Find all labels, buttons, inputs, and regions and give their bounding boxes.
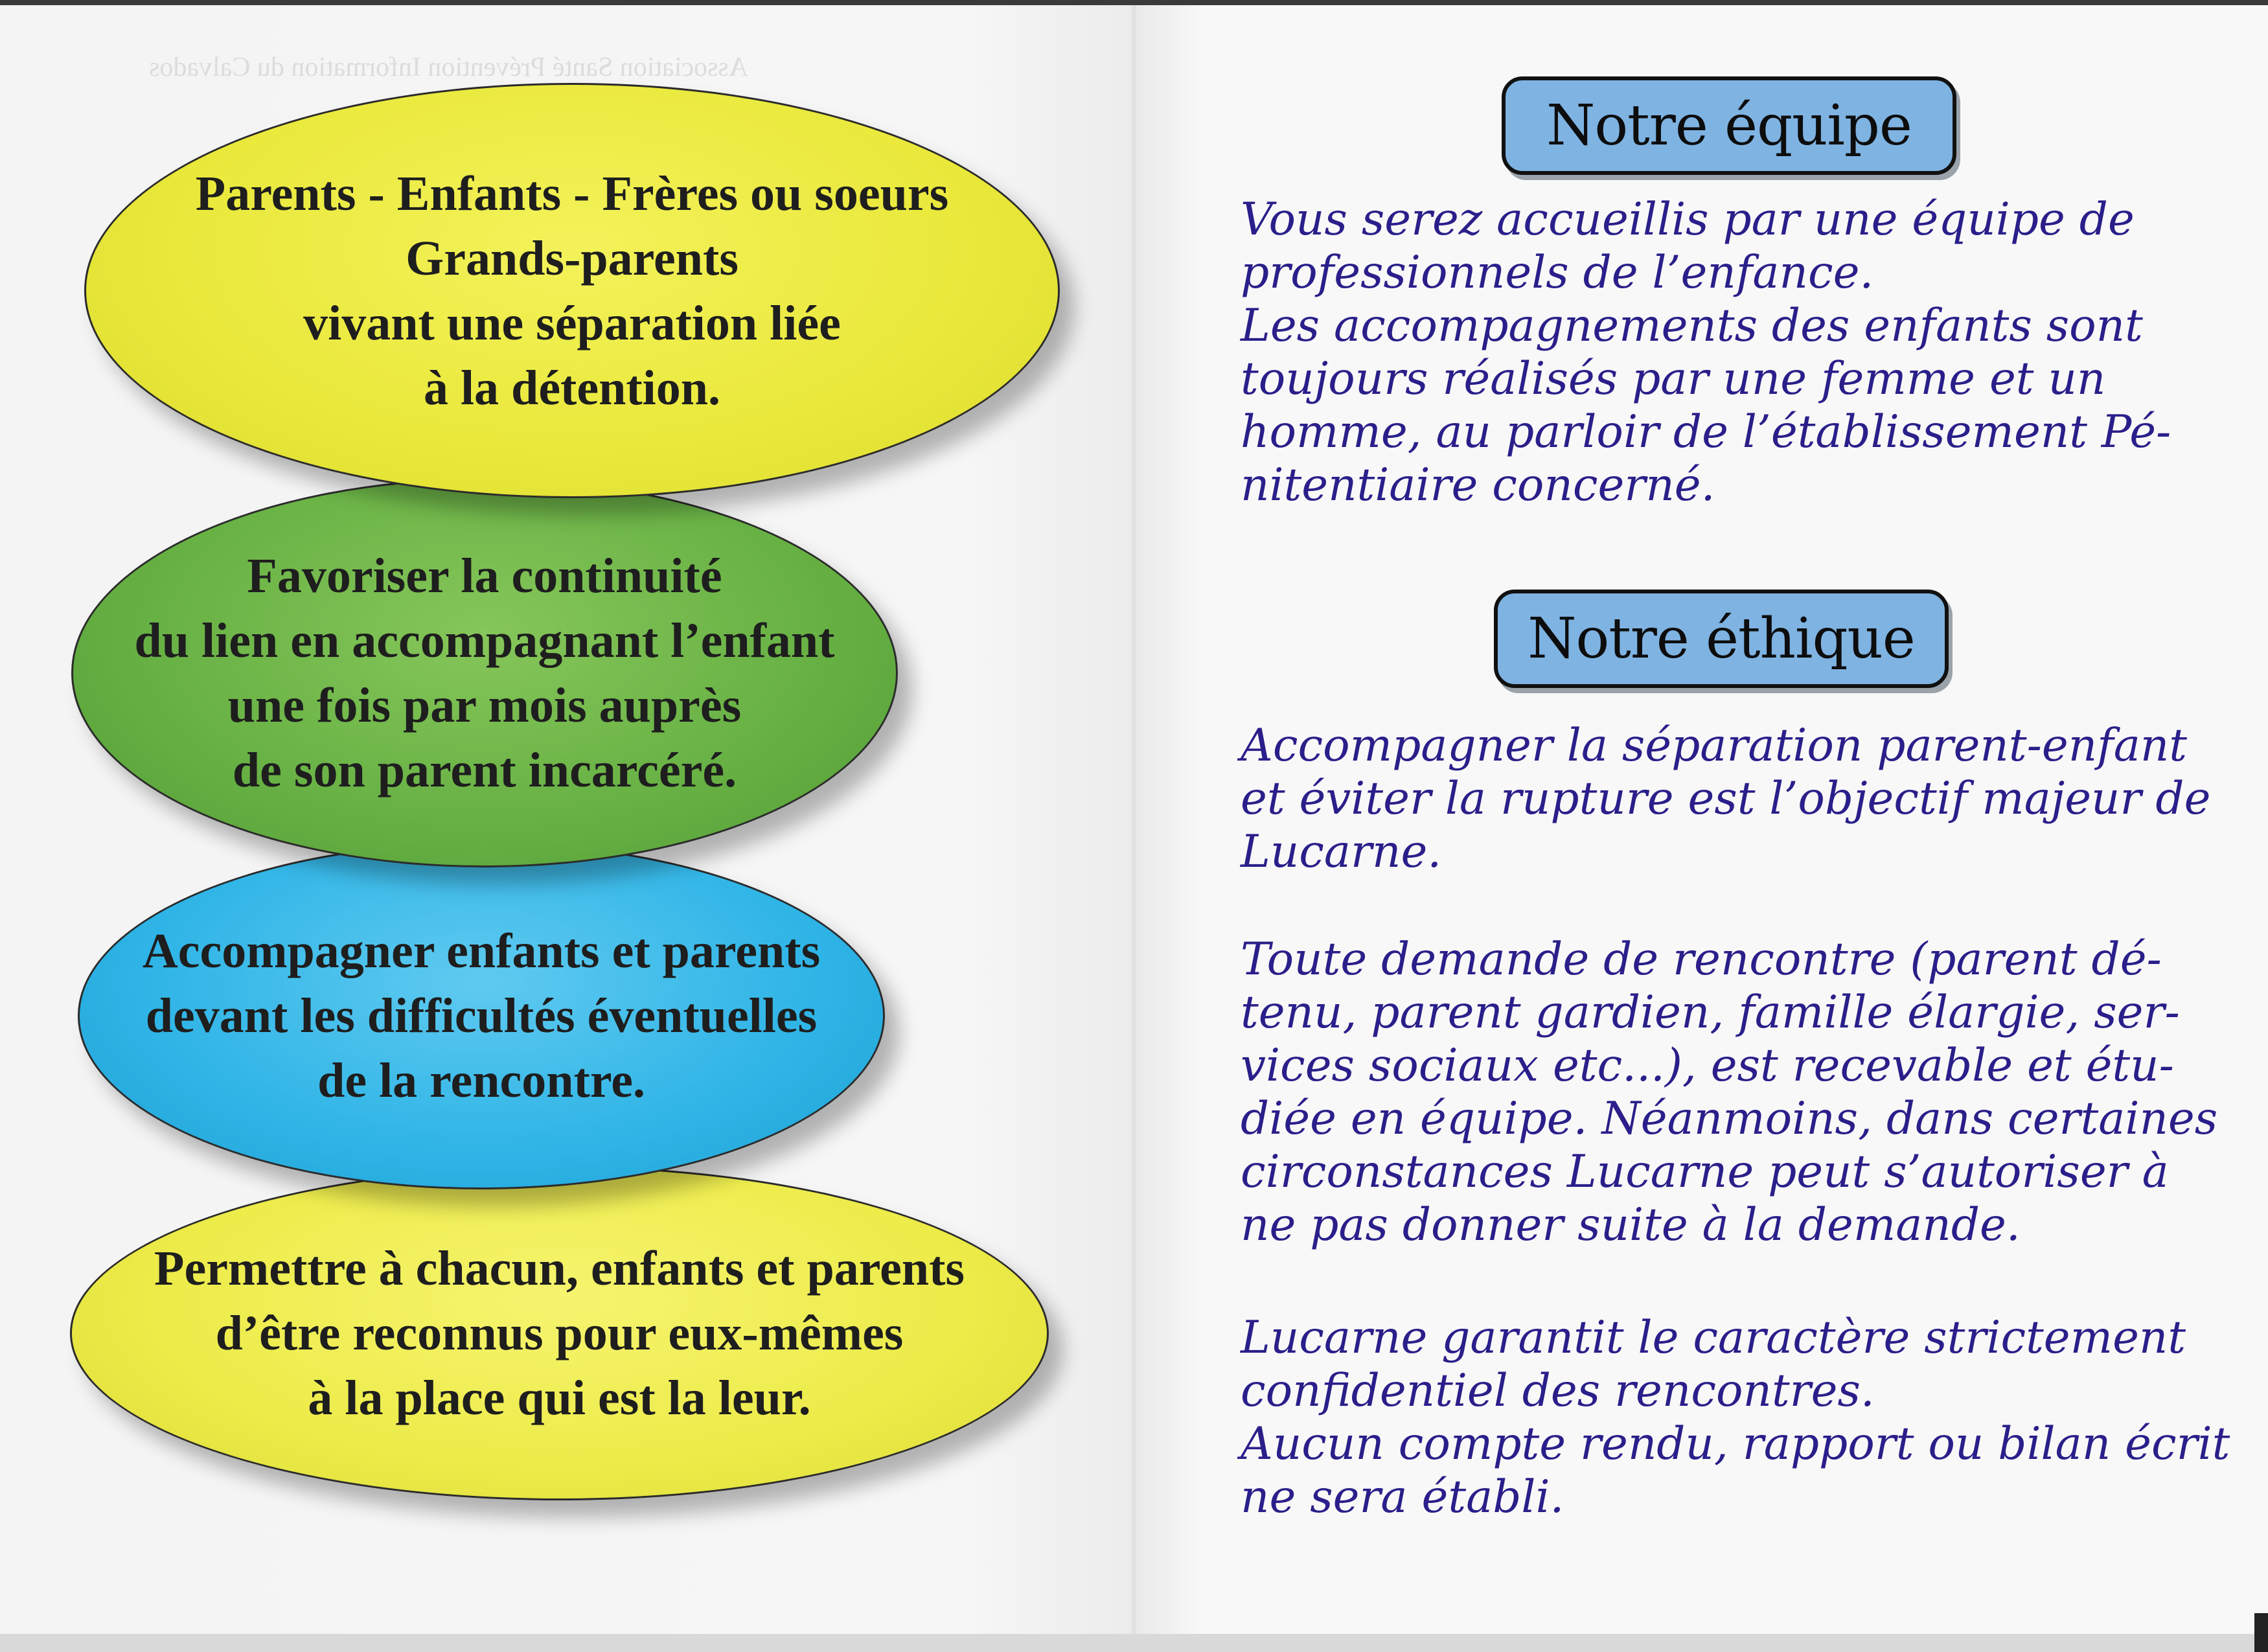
scan-corner-mark [2254,1613,2268,1652]
heading-notre-ethique: Notre éthique [1494,590,1949,688]
text-line: confidentiel des rencontres. [1241,1365,1875,1417]
text-line: Vous serez accueillis par une équipe de [1241,194,2135,246]
text-line: Accompagner la séparation parent-enfant [1241,720,2187,772]
ethique-paragraph-1 [1241,719,2211,878]
text-line: Aucun compte rendu, rapport ou bilan écrit [1241,1418,2230,1470]
ellipse-line: Grands-parents [406,231,739,286]
text-line: homme, au parloir de l’établissement Pé- [1241,406,2171,458]
ethique-paragraph-2 [1241,933,2218,1252]
text-line: nitentiaire concerné. [1241,459,1715,511]
text-line: vices sociaux etc...), est recevable et étu- [1241,1040,2174,1092]
ellipse-line: Permettre à chacun, enfants et parents [154,1241,965,1296]
text-line: Lucarne. [1241,826,1442,878]
page-fold [1130,5,1137,1652]
ellipse-line: vivant une séparation liée [303,295,841,350]
scan-top-edge [0,0,2268,5]
ellipse-line: de son parent incarcéré. [232,742,737,797]
text-line: diée en équipe. Néanmoins, dans certaines [1241,1093,2218,1145]
ellipse-line: Favoriser la continuité [247,548,722,603]
text-line: ne sera établi. [1241,1471,1564,1523]
ellipse-line: Parents - Enfants - Frères ou soeurs [195,166,949,221]
ellipse-line: de la rencontre. [317,1053,645,1108]
ellipse-line: Accompagner enfants et parents [142,924,821,978]
ellipse-line: d’être reconnus pour eux-mêmes [215,1306,904,1360]
text-line: tenu, parent gardien, famille élargie, ser- [1241,987,2180,1038]
scan-bottom-edge [0,1634,2268,1652]
ellipse-line: du lien en accompagnant l’enfant [134,613,835,668]
bleed-through-header: Association Santé Prévention Information du Calvados [149,52,749,82]
equipe-paragraph [1241,193,2206,512]
ellipse-line: devant les difficultés éventuelles [145,989,818,1043]
ellipse-continuity [71,478,898,867]
text-line: circonstances Lucarne peut s’autoriser à [1241,1146,2169,1198]
ellipse-recognition [70,1166,1049,1500]
ellipse-line: à la place qui est la leur. [308,1371,811,1425]
text-line: toujours réalisés par une femme et un [1241,353,2106,405]
text-line: Toute demande de rencontre (parent dé- [1241,934,2162,985]
heading-notre-equipe: Notre équipe [1502,76,1956,175]
text-line: Lucarne garantit le caractère strictement [1241,1312,2186,1364]
text-line: Les accompagnements des enfants sont [1241,300,2143,352]
ellipse-line: une fois par mois auprès [227,678,742,733]
text-line: professionnels de l’enfance. [1241,247,1874,299]
ethique-paragraph-3 [1241,1311,2230,1524]
ellipse-family-members [84,83,1060,498]
text-line: et éviter la rupture est l’objectif majeur de [1241,773,2211,825]
ellipse-line: à la détention. [423,360,721,415]
text-line: ne pas donner suite à la demande. [1241,1199,2021,1251]
ellipse-accompany [78,842,885,1189]
